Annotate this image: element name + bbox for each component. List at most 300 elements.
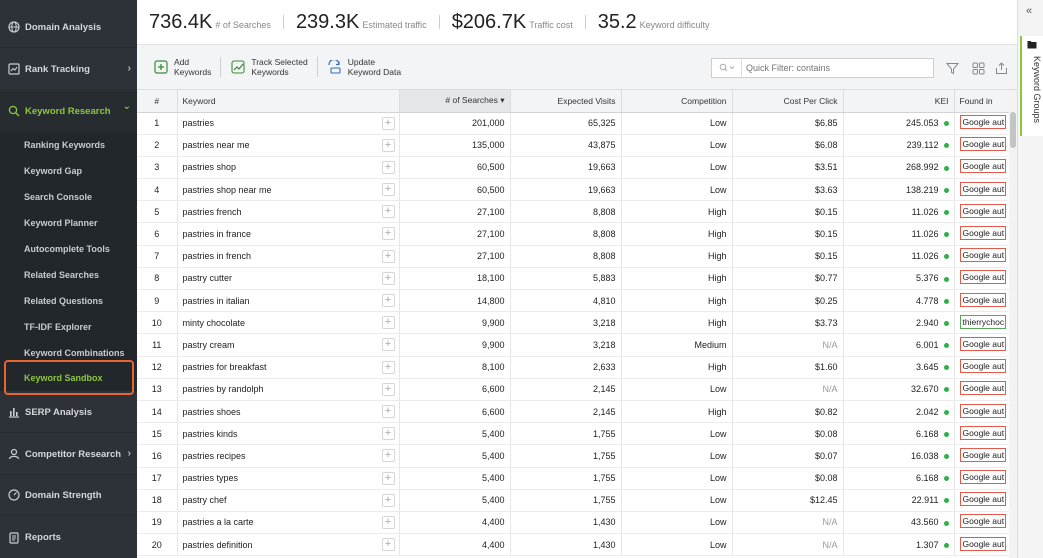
- kei-value: 4.778: [915, 295, 939, 306]
- cell-kei: [843, 445, 954, 467]
- cell-searches: 135,000: [399, 134, 510, 156]
- chevron-down-icon: ⌄: [122, 101, 131, 112]
- add-icon: [153, 59, 169, 75]
- keyword-text: pastries recipes: [182, 450, 246, 461]
- cell-keyword: [177, 223, 399, 245]
- source-badge[interactable]: Google aut: [960, 248, 1006, 262]
- keyword-text: pastries by randolph: [182, 384, 264, 395]
- add-to-group-icon[interactable]: +: [382, 250, 395, 263]
- cell-competition: Medium: [621, 334, 732, 356]
- table-row[interactable]: [137, 245, 1009, 267]
- keyword-text: minty chocolate: [182, 317, 246, 328]
- cell-competition: Low: [621, 423, 732, 445]
- cell-index: 19: [137, 511, 177, 533]
- table-header-row: [137, 90, 1009, 112]
- add-to-group-icon[interactable]: +: [382, 316, 395, 329]
- cell-searches: 18,100: [399, 267, 510, 289]
- add-to-group-icon[interactable]: +: [382, 383, 395, 396]
- cell-keyword: [177, 179, 399, 201]
- stat-difficulty: [598, 11, 710, 34]
- cell-keyword: [177, 445, 399, 467]
- toolbar: [137, 45, 1017, 90]
- stat-searches: [149, 11, 271, 34]
- add-to-group-icon[interactable]: +: [382, 516, 395, 529]
- kei-status-dot-icon: [944, 254, 949, 259]
- table-scrollbar[interactable]: [1009, 90, 1017, 558]
- kei-value: 11.026: [911, 229, 939, 240]
- cell-found-in: [954, 245, 1009, 267]
- cell-competition: High: [621, 267, 732, 289]
- cell-cpc: $0.15: [732, 245, 843, 267]
- cell-found-in: [954, 201, 1009, 223]
- cell-searches: 6,600: [399, 378, 510, 400]
- table-row[interactable]: [137, 467, 1009, 489]
- table-row[interactable]: [137, 290, 1009, 312]
- source-badge[interactable]: Google aut: [960, 115, 1006, 129]
- kei-value: 6.168: [915, 428, 939, 439]
- track-selected-keywords-button[interactable]: [230, 57, 307, 77]
- cell-found-in: [954, 223, 1009, 245]
- keyword-text: pastry cutter: [182, 273, 233, 284]
- cell-cpc: N/A: [732, 511, 843, 533]
- cell-found-in: [954, 179, 1009, 201]
- search-dropdown-icon[interactable]: [712, 59, 742, 77]
- kei-status-dot-icon: [944, 188, 949, 193]
- kei-status-dot-icon: [944, 410, 949, 415]
- cell-competition: Low: [621, 156, 732, 178]
- cell-searches: 5,400: [399, 445, 510, 467]
- cell-searches: 9,900: [399, 334, 510, 356]
- divider: [317, 57, 318, 77]
- cell-cpc: $0.25: [732, 290, 843, 312]
- cell-index: 9: [137, 290, 177, 312]
- cell-found-in: [954, 378, 1009, 400]
- cell-keyword: [177, 489, 399, 511]
- cell-kei: [843, 156, 954, 178]
- divider: [585, 15, 586, 29]
- nav-rank-tracking[interactable]: [0, 49, 137, 90]
- sidebar-item-search-console[interactable]: Search Console: [0, 184, 137, 210]
- cell-keyword: [177, 378, 399, 400]
- source-badge[interactable]: Google aut: [960, 337, 1006, 351]
- report-icon: [7, 531, 20, 544]
- col-header-index[interactable]: #: [137, 90, 177, 112]
- divider: [439, 15, 440, 29]
- folder-icon: [1027, 40, 1037, 51]
- col-header-found-in[interactable]: Found in: [954, 90, 1009, 112]
- table-row[interactable]: [137, 423, 1009, 445]
- nav-label: SERP Analysis: [25, 406, 93, 418]
- kei-value: 11.026: [911, 251, 939, 262]
- kei-status-dot-icon: [944, 454, 949, 459]
- stat-label: Estimated traffic: [362, 19, 427, 30]
- cell-expected-visits: 65,325: [510, 112, 621, 134]
- cell-kei: [843, 134, 954, 156]
- cell-kei: [843, 511, 954, 533]
- table-row[interactable]: [137, 356, 1009, 378]
- sidebar: [0, 0, 137, 558]
- stat-value: 736.4K: [149, 10, 213, 33]
- kei-value: 1.307: [915, 539, 939, 550]
- keyword-text: pastries shoes: [182, 406, 241, 417]
- sidebar-item-related-questions[interactable]: Related Questions: [0, 288, 137, 314]
- add-to-group-icon[interactable]: +: [382, 427, 395, 440]
- nav-domain-analysis[interactable]: [0, 7, 137, 48]
- keyword-groups-tab[interactable]: [1020, 36, 1043, 136]
- chart-box-icon: [7, 63, 20, 76]
- cell-competition: High: [621, 312, 732, 334]
- cell-cpc: $12.45: [732, 489, 843, 511]
- nav-label: Keyword Research: [25, 105, 111, 117]
- keyword-text: pastries in france: [182, 229, 252, 240]
- table-row[interactable]: [137, 179, 1009, 201]
- cell-kei: [843, 201, 954, 223]
- right-panel: [1017, 0, 1043, 558]
- cell-kei: [843, 489, 954, 511]
- quick-filter-input[interactable]: [742, 63, 927, 73]
- add-to-group-icon[interactable]: +: [382, 139, 395, 152]
- cell-found-in: [954, 400, 1009, 422]
- cell-index: 4: [137, 179, 177, 201]
- cell-searches: 27,100: [399, 201, 510, 223]
- source-badge[interactable]: thierrychoc: [960, 315, 1006, 329]
- cell-competition: High: [621, 201, 732, 223]
- keyword-text: pastry cream: [182, 339, 235, 350]
- cell-cpc: N/A: [732, 334, 843, 356]
- sidebar-item-keyword-gap[interactable]: Keyword Gap: [0, 158, 137, 184]
- cell-kei: [843, 356, 954, 378]
- kei-status-dot-icon: [944, 232, 949, 237]
- keyword-text: pastries in french: [182, 251, 252, 262]
- source-badge[interactable]: Google aut: [960, 492, 1006, 506]
- cell-searches: 201,000: [399, 112, 510, 134]
- add-to-group-icon[interactable]: +: [382, 161, 395, 174]
- cell-keyword: [177, 511, 399, 533]
- table-row[interactable]: [137, 534, 1009, 556]
- nav-competitor-research[interactable]: [0, 434, 137, 475]
- source-badge[interactable]: Google aut: [960, 448, 1006, 462]
- kei-value: 22.911: [911, 495, 939, 506]
- sort-desc-icon: ▾: [500, 95, 505, 106]
- cell-searches: 14,800: [399, 290, 510, 312]
- button-label: Track Selected Keywords: [251, 57, 308, 77]
- nav-label: Domain Strength: [25, 489, 102, 501]
- search-icon: [7, 105, 20, 118]
- table-row[interactable]: [137, 223, 1009, 245]
- table-row[interactable]: [137, 267, 1009, 289]
- cell-found-in: [954, 445, 1009, 467]
- keyword-text: pastries shop near me: [182, 184, 272, 195]
- kei-status-dot-icon: [944, 121, 949, 126]
- cell-found-in: [954, 356, 1009, 378]
- source-badge[interactable]: Google aut: [960, 470, 1006, 484]
- source-badge[interactable]: Google aut: [960, 137, 1006, 151]
- cell-expected-visits: 1,755: [510, 467, 621, 489]
- table-row[interactable]: [137, 445, 1009, 467]
- nav-label: Competitor Research: [25, 448, 122, 460]
- nav-keyword-research[interactable]: [0, 91, 137, 132]
- add-to-group-icon[interactable]: +: [382, 205, 395, 218]
- cell-expected-visits: 2,145: [510, 400, 621, 422]
- cell-expected-visits: 1,755: [510, 445, 621, 467]
- add-to-group-icon[interactable]: +: [382, 272, 395, 285]
- stat-value: 239.3K: [295, 10, 360, 33]
- add-to-group-icon[interactable]: +: [382, 538, 395, 551]
- collapse-icon[interactable]: «: [1026, 5, 1033, 17]
- source-badge[interactable]: Google aut: [960, 381, 1006, 395]
- cell-cpc: $0.77: [732, 267, 843, 289]
- cell-searches: 6,600: [399, 400, 510, 422]
- sidebar-item-autocomplete-tools[interactable]: Autocomplete Tools: [0, 236, 137, 262]
- stat-value: $206.7K: [451, 10, 527, 33]
- cell-kei: [843, 378, 954, 400]
- cell-keyword: [177, 112, 399, 134]
- cell-searches: 5,400: [399, 467, 510, 489]
- active-item-highlight: [4, 360, 134, 395]
- cell-index: 18: [137, 489, 177, 511]
- export-icon[interactable]: [993, 60, 1009, 76]
- cell-found-in: [954, 267, 1009, 289]
- source-badge[interactable]: Google aut: [960, 514, 1006, 528]
- kei-status-dot-icon: [944, 432, 949, 437]
- cell-expected-visits: 1,755: [510, 489, 621, 511]
- table-row[interactable]: [137, 156, 1009, 178]
- keyword-text: pastries near me: [182, 140, 250, 151]
- kei-status-dot-icon: [944, 498, 949, 503]
- cell-searches: 9,900: [399, 312, 510, 334]
- cell-keyword: [177, 334, 399, 356]
- scrollbar-thumb[interactable]: [1010, 112, 1016, 148]
- table-row[interactable]: [137, 312, 1009, 334]
- cell-index: 14: [137, 400, 177, 422]
- add-to-group-icon[interactable]: +: [382, 494, 395, 507]
- cell-cpc: $0.15: [732, 223, 843, 245]
- keyword-text: pastries shop: [182, 162, 237, 173]
- cell-kei: [843, 534, 954, 556]
- quick-filter[interactable]: [711, 58, 934, 78]
- cell-kei: [843, 179, 954, 201]
- add-to-group-icon[interactable]: +: [382, 405, 395, 418]
- cell-searches: 60,500: [399, 179, 510, 201]
- table-row[interactable]: [137, 134, 1009, 156]
- add-to-group-icon[interactable]: +: [382, 227, 395, 240]
- source-badge[interactable]: Google aut: [960, 204, 1006, 218]
- kei-value: 245.053: [905, 118, 939, 129]
- cell-keyword: [177, 267, 399, 289]
- cell-cpc: N/A: [732, 534, 843, 556]
- cell-found-in: [954, 134, 1009, 156]
- nav-label: Reports: [25, 532, 61, 543]
- source-badge[interactable]: Google aut: [960, 226, 1006, 240]
- cell-kei: [843, 467, 954, 489]
- cell-keyword: [177, 467, 399, 489]
- stat-label: Traffic cost: [529, 19, 573, 30]
- cell-searches: 60,500: [399, 156, 510, 178]
- cell-expected-visits: 4,810: [510, 290, 621, 312]
- columns-grid-icon[interactable]: [970, 60, 986, 76]
- trend-icon: [230, 59, 246, 75]
- cell-competition: Low: [621, 134, 732, 156]
- kei-value: 32.670: [910, 384, 939, 395]
- cell-expected-visits: 1,430: [510, 511, 621, 533]
- cell-expected-visits: 19,663: [510, 156, 621, 178]
- table-row[interactable]: [137, 511, 1009, 533]
- button-label: Add Keywords: [174, 57, 212, 77]
- table-row[interactable]: [137, 201, 1009, 223]
- col-header-kei[interactable]: KEI: [843, 90, 954, 112]
- cell-searches: 4,400: [399, 534, 510, 556]
- nav-serp-analysis[interactable]: [0, 392, 137, 433]
- cell-cpc: $1.60: [732, 356, 843, 378]
- cell-expected-visits: 43,875: [510, 134, 621, 156]
- cell-expected-visits: 3,218: [510, 334, 621, 356]
- kei-value: 16.038: [910, 450, 939, 461]
- table-row[interactable]: [137, 334, 1009, 356]
- cell-competition: Low: [621, 179, 732, 201]
- cell-index: 6: [137, 223, 177, 245]
- nav-reports[interactable]: [0, 517, 137, 558]
- kei-status-dot-icon: [944, 343, 949, 348]
- kei-value: 3.645: [915, 362, 939, 373]
- kei-value: 6.001: [915, 339, 939, 350]
- source-badge[interactable]: Google aut: [960, 359, 1006, 373]
- filter-icon[interactable]: [944, 60, 960, 76]
- cell-kei: [843, 312, 954, 334]
- sidebar-item-tf-idf-explorer[interactable]: TF-IDF Explorer: [0, 314, 137, 340]
- kei-value: 239.112: [906, 140, 939, 151]
- cell-found-in: [954, 467, 1009, 489]
- kei-status-dot-icon: [944, 143, 949, 148]
- globe-icon: [7, 21, 20, 34]
- update-keyword-data-button[interactable]: [327, 57, 401, 77]
- add-to-group-icon[interactable]: +: [382, 338, 395, 351]
- sidebar-item-ranking-keywords[interactable]: Ranking Keywords: [0, 132, 137, 158]
- add-to-group-icon[interactable]: +: [382, 361, 395, 374]
- kei-status-dot-icon: [944, 521, 949, 526]
- cell-cpc: $0.15: [732, 201, 843, 223]
- kei-status-dot-icon: [944, 210, 949, 215]
- add-to-group-icon[interactable]: +: [382, 472, 395, 485]
- keywords-table: [137, 90, 1009, 558]
- table-row[interactable]: [137, 112, 1009, 134]
- keyword-text: pastries french: [182, 206, 242, 217]
- stats-bar: [137, 0, 1017, 45]
- cell-cpc: $3.73: [732, 312, 843, 334]
- table-row[interactable]: [137, 400, 1009, 422]
- kei-status-dot-icon: [944, 299, 949, 304]
- keyword-text: pastries types: [182, 473, 239, 484]
- add-to-group-icon[interactable]: +: [382, 294, 395, 307]
- source-badge[interactable]: Google aut: [960, 293, 1006, 307]
- keyword-text: pastries for breakfast: [182, 362, 267, 373]
- cell-index: 5: [137, 201, 177, 223]
- kei-status-dot-icon: [944, 277, 949, 282]
- sidebar-item-keyword-sandbox[interactable]: Keyword Sandbox: [0, 365, 137, 391]
- keyword-text: pastries: [182, 118, 215, 129]
- source-badge[interactable]: Google aut: [960, 426, 1006, 440]
- cell-index: 2: [137, 134, 177, 156]
- cell-keyword: [177, 290, 399, 312]
- cell-competition: Low: [621, 467, 732, 489]
- cell-index: 8: [137, 267, 177, 289]
- cell-keyword: [177, 400, 399, 422]
- table-row[interactable]: [137, 378, 1009, 400]
- kei-status-dot-icon: [944, 321, 949, 326]
- cell-expected-visits: 5,883: [510, 267, 621, 289]
- table-row[interactable]: [137, 489, 1009, 511]
- source-badge[interactable]: Google aut: [960, 404, 1006, 418]
- bar-chart-icon: [7, 406, 20, 419]
- col-header-competition[interactable]: Competition: [621, 90, 732, 112]
- cell-index: 12: [137, 356, 177, 378]
- add-to-group-icon[interactable]: +: [382, 117, 395, 130]
- cell-index: 7: [137, 245, 177, 267]
- cell-cpc: $6.08: [732, 134, 843, 156]
- cell-found-in: [954, 534, 1009, 556]
- cell-kei: [843, 245, 954, 267]
- kei-value: 43.560: [910, 517, 939, 528]
- cell-competition: High: [621, 245, 732, 267]
- kei-value: 268.992: [905, 162, 939, 173]
- nav-domain-strength[interactable]: [0, 475, 137, 516]
- cell-found-in: [954, 423, 1009, 445]
- cell-expected-visits: 19,663: [510, 179, 621, 201]
- add-keywords-button[interactable]: [153, 57, 211, 77]
- col-header-expected-visits[interactable]: Expected Visits: [510, 90, 621, 112]
- cell-expected-visits: 2,145: [510, 378, 621, 400]
- cell-competition: High: [621, 400, 732, 422]
- cell-cpc: $3.63: [732, 179, 843, 201]
- cell-competition: High: [621, 356, 732, 378]
- cell-searches: 5,400: [399, 423, 510, 445]
- col-header-cpc[interactable]: Cost Per Click: [732, 90, 843, 112]
- stat-label: # of Searches: [215, 19, 271, 30]
- cell-searches: 8,100: [399, 356, 510, 378]
- cell-kei: [843, 423, 954, 445]
- cell-kei: [843, 334, 954, 356]
- source-badge[interactable]: Google aut: [960, 159, 1006, 173]
- cell-cpc: $3.51: [732, 156, 843, 178]
- cell-found-in: [954, 112, 1009, 134]
- cell-cpc: $0.82: [732, 400, 843, 422]
- cell-found-in: [954, 489, 1009, 511]
- cell-found-in: [954, 312, 1009, 334]
- sidebar-item-keyword-planner[interactable]: Keyword Planner: [0, 210, 137, 236]
- cell-keyword: [177, 156, 399, 178]
- cell-expected-visits: 1,430: [510, 534, 621, 556]
- cell-kei: [843, 400, 954, 422]
- sidebar-item-keyword-combinations[interactable]: Keyword Combinations: [0, 340, 137, 366]
- kei-status-dot-icon: [944, 543, 949, 548]
- col-header-searches[interactable]: # of Searches ▾: [399, 90, 510, 112]
- col-header-keyword[interactable]: Keyword: [177, 90, 399, 112]
- cell-found-in: [954, 156, 1009, 178]
- cell-competition: High: [621, 223, 732, 245]
- keyword-text: pastry chef: [182, 495, 227, 506]
- cell-competition: Low: [621, 511, 732, 533]
- source-badge[interactable]: Google aut: [960, 537, 1006, 551]
- add-to-group-icon[interactable]: +: [382, 183, 395, 196]
- add-to-group-icon[interactable]: +: [382, 449, 395, 462]
- kei-status-dot-icon: [944, 365, 949, 370]
- cell-competition: Low: [621, 445, 732, 467]
- cell-cpc: N/A: [732, 378, 843, 400]
- keyword-text: pastries in italian: [182, 295, 250, 306]
- source-badge[interactable]: Google aut: [960, 270, 1006, 284]
- source-badge[interactable]: Google aut: [960, 182, 1006, 196]
- sidebar-item-related-searches[interactable]: Related Searches: [0, 262, 137, 288]
- keyword-text: pastries kinds: [182, 428, 238, 439]
